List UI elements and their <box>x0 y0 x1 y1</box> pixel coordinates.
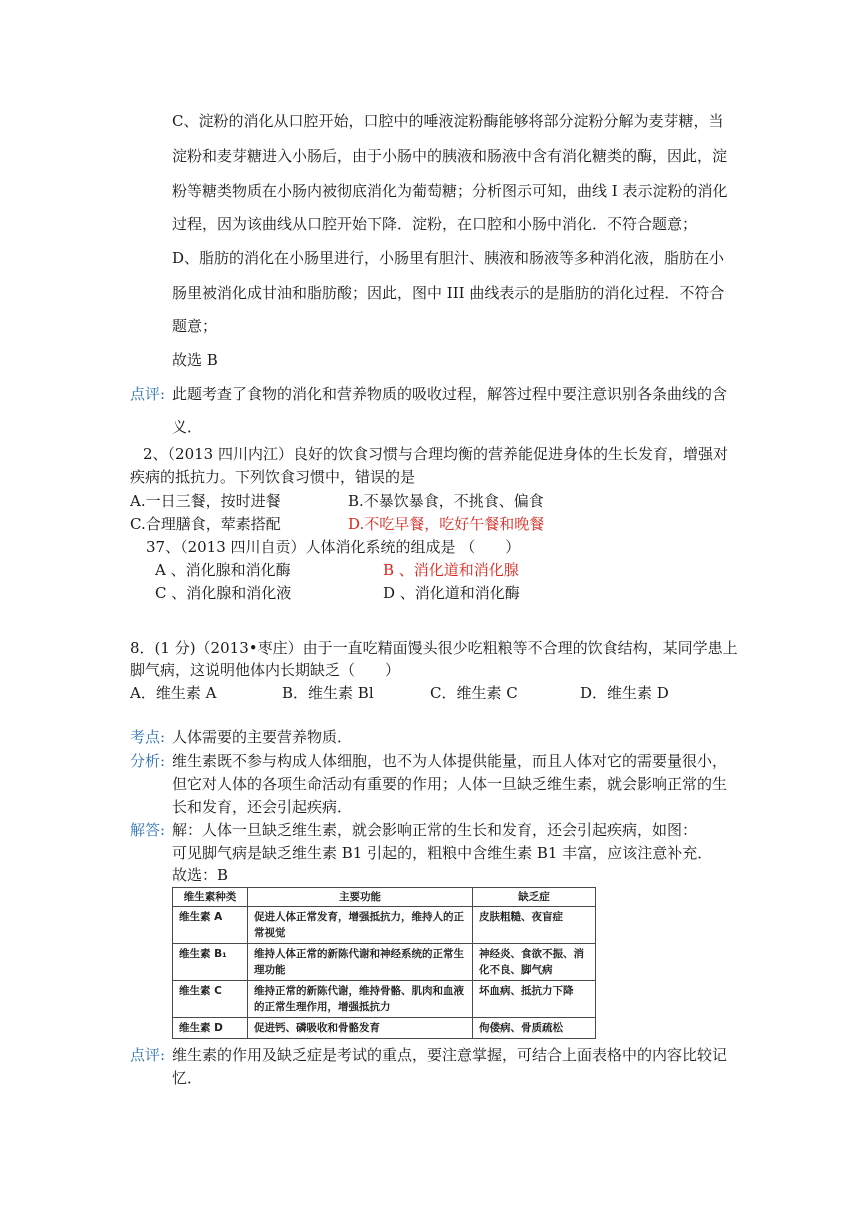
table-cell: 神经炎、食欲不振、消化不良、脚气病 <box>473 944 596 981</box>
q2-option-c: C.合理膳食，荤素搭配 <box>130 515 281 533</box>
q37-option-b: B 、消化道和消化腺 <box>383 561 519 579</box>
table-cell: 佝偻病、骨质疏松 <box>473 1018 596 1039</box>
section-c-line-2: 淀粉和麦芽糖进入小肠后，由于小肠中的胰液和肠液中含有消化糖类的酶，因此，淀 <box>172 147 728 165</box>
table-row <box>173 981 596 1018</box>
table-cell: 维生素 D <box>173 1018 248 1039</box>
section-d-line-1: D、脂肪的消化在小肠里进行，小肠里有胆汁、胰液和肠液等多种消化液，脂肪在小 <box>172 249 725 267</box>
kaodian-text: 人体需要的主要营养物质． <box>172 728 353 746</box>
review-1-line-1: 此题考查了食物的消化和营养物质的吸收过程，解答过程中要注意识别各条曲线的含 <box>172 385 728 403</box>
q8-option-c: C．维生素 C <box>430 684 518 702</box>
table-header-cell: 缺乏症 <box>473 888 596 907</box>
q8-option-b: B．维生素 Bl <box>282 684 374 702</box>
section-c-line-3: 粉等糖类物质在小肠内被彻底消化为葡萄糖；分析图示可知，曲线 I 表示淀粉的消化 <box>172 182 728 200</box>
review-2-label: 点评: <box>130 1046 166 1064</box>
table-cell: 维生素 B₁ <box>173 944 248 981</box>
q37-option-d: D 、消化道和消化酶 <box>383 584 520 602</box>
section-c-line-4: 过程，因为该曲线从口腔开始下降．淀粉，在口腔和小肠中消化．不符合题意； <box>172 215 698 233</box>
table-cell: 维生素 C <box>173 981 248 1018</box>
table-row <box>173 944 596 981</box>
q37-stem: 37、（2013 四川自贡）人体消化系统的组成是 （ ） <box>146 538 521 556</box>
fenxi-line-3: 长和发育，还会引起疾病． <box>172 798 353 816</box>
kaodian-label: 考点: <box>130 728 166 746</box>
table-cell: 维生素 A <box>173 907 248 944</box>
review-2-line-1: 维生素的作用及缺乏症是考试的重点，要注意掌握，可结合上面表格中的内容比较记 <box>172 1046 728 1064</box>
table-cell: 促进人体正常发育，增强抵抗力，维持人的正常视觉 <box>248 907 473 944</box>
review-2-line-2: 忆． <box>172 1069 203 1087</box>
q2-line-2: 疾病的抵抗力。下列饮食习惯中，错误的是 <box>130 468 416 486</box>
table-cell: 皮肤粗糙、夜盲症 <box>473 907 596 944</box>
review-1-label: 点评: <box>130 385 166 403</box>
table-cell: 促进钙、磷吸收和骨骼发育 <box>248 1018 473 1039</box>
vitamin-table <box>172 887 596 1039</box>
jieda-label: 解答: <box>130 821 166 839</box>
q2-option-b: B.不暴饮暴食，不挑食、偏食 <box>348 492 544 510</box>
table-header-row <box>173 888 596 907</box>
q8-option-d: D．维生素 D <box>580 684 669 702</box>
table-row <box>173 1018 596 1039</box>
jieda-line-3: 故选：B <box>172 866 229 884</box>
fenxi-line-1: 维生素既不参与构成人体细胞，也不为人体提供能量，而且人体对它的需要量很小， <box>172 752 728 770</box>
table-header-cell: 主要功能 <box>248 888 473 907</box>
q8-option-a: A．维生素 A <box>130 684 217 702</box>
table-header-cell: 维生素种类 <box>173 888 248 907</box>
q2-line-1: 2、（2013 四川内江）良好的饮食习惯与合理均衡的营养能促进身体的生长发育，增强对 <box>143 445 728 463</box>
q2-option-a: A.一日三餐，按时进餐 <box>130 492 281 510</box>
table-cell: 维持人体正常的新陈代谢和神经系统的正常生理功能 <box>248 944 473 981</box>
review-1-line-2: 义． <box>172 418 203 436</box>
answer-1: 故选 B <box>172 351 218 369</box>
fenxi-label: 分析: <box>130 752 166 770</box>
table-cell: 维持正常的新陈代谢，维持骨骼、肌肉和血液的正常生理作用，增强抵抗力 <box>248 981 473 1018</box>
section-d-line-3: 题意； <box>172 317 218 335</box>
jieda-line-2: 可见脚气病是缺乏维生素 B1 引起的，粗粮中含维生素 B1 丰富，应该注意补充． <box>172 844 713 862</box>
section-c-line-1: C、淀粉的消化从口腔开始，口腔中的唾液淀粉酶能够将部分淀粉分解为麦芽糖，当 <box>172 112 724 130</box>
q8-line-2: 脚气病，这说明他体内长期缺乏（ ） <box>130 661 401 679</box>
table-cell: 坏血病、抵抗力下降 <box>473 981 596 1018</box>
table-row <box>173 907 596 944</box>
q2-option-d: D.不吃早餐，吃好午餐和晚餐 <box>348 515 545 533</box>
q37-option-c: C 、消化腺和消化液 <box>155 584 292 602</box>
jieda-line-1: 解：人体一旦缺乏维生素，就会影响正常的生长和发育，还会引起疾病，如图： <box>172 821 698 839</box>
q37-option-a: A 、消化腺和消化酶 <box>155 561 291 579</box>
section-d-line-2: 肠里被消化成甘油和脂肪酸；因此，图中 III 曲线表示的是脂肪的消化过程．不符合 <box>172 284 725 302</box>
q8-line-1: 8．(1 分)（2013•枣庄）由于一直吃精面馒头很少吃粗粮等不合理的饮食结构，某同学患上 <box>130 639 738 657</box>
fenxi-line-2: 但它对人体的各项生命活动有重要的作用；人体一旦缺乏维生素，就会影响正常的生 <box>172 775 728 793</box>
